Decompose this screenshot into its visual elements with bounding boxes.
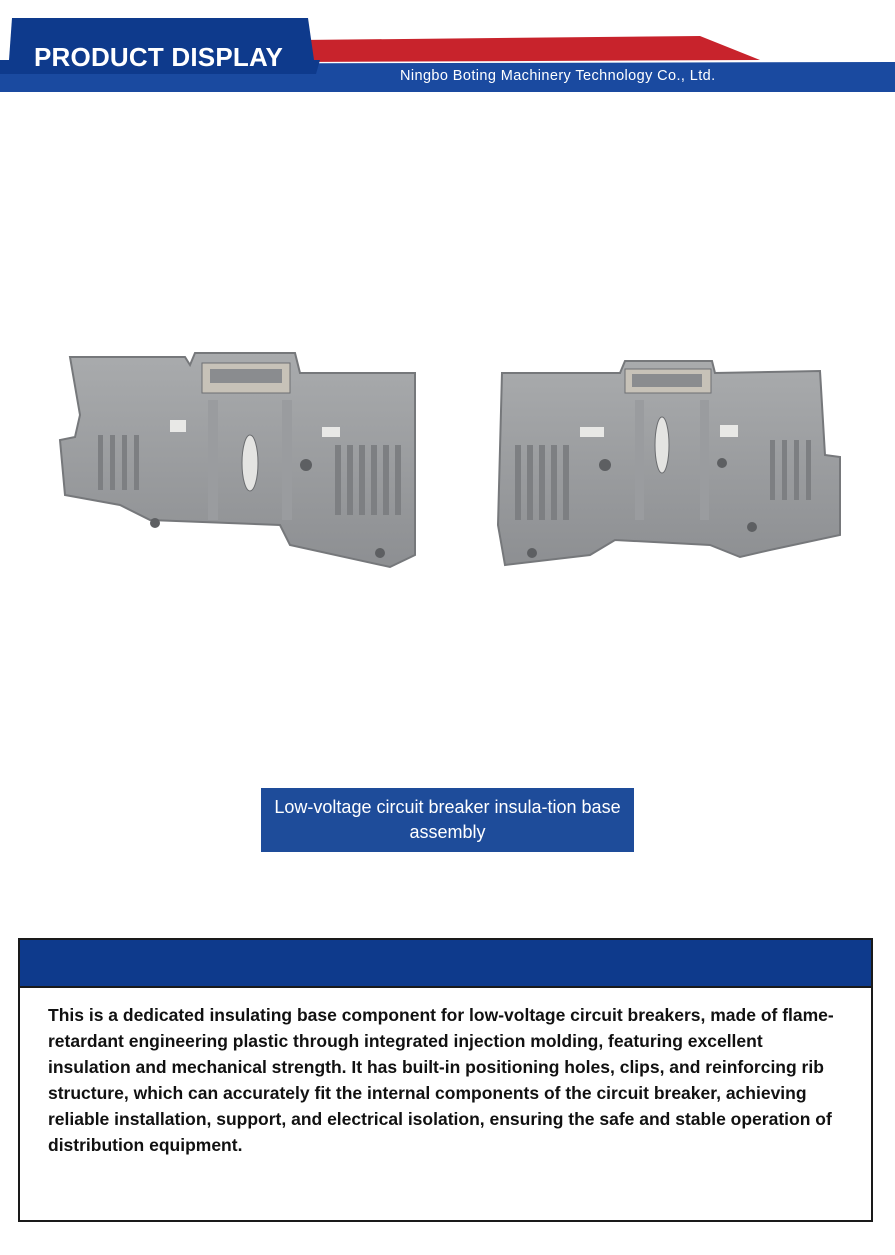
header-banner <box>0 0 895 100</box>
product-caption: Low-voltage circuit breaker insula-tion base assembly <box>261 788 634 852</box>
description-header-bar <box>20 940 871 988</box>
company-name: Ningbo Boting Machinery Technology Co., Ltd. <box>400 68 716 84</box>
left-base-part <box>60 353 415 567</box>
description-text: This is a dedicated insulating base component for low-voltage circuit breakers, made of flame-retardant engineering plastic through integrated injection molding, featuring excellent insulation and mechanical strength. It has built-in positioning holes, clips, and reinforcing rib structure, which can accurately fit the internal components of the circuit breaker, achieving reliable installation, support, and electrical isolation, ensuring the safe and stable operation of distribution equipment. <box>48 1005 834 1155</box>
description-box <box>18 938 873 1222</box>
product-photo <box>50 345 850 580</box>
banner-title: PRODUCT DISPLAY <box>34 42 284 72</box>
insulation-base-illustration <box>50 345 850 580</box>
right-base-part <box>498 361 840 565</box>
banner-red-stripe <box>300 36 760 62</box>
